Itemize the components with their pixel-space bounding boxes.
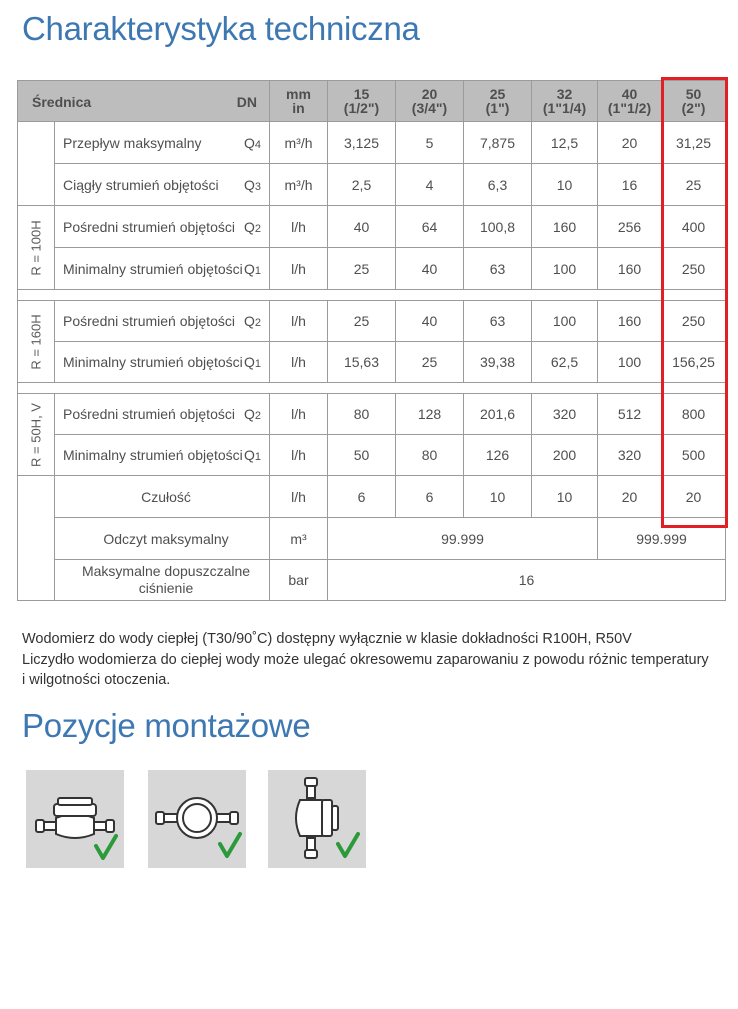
table-cell: 200 bbox=[532, 435, 598, 476]
table-cell: 12,5 bbox=[532, 122, 598, 164]
table-cell: 15,63 bbox=[328, 342, 396, 383]
table-row bbox=[18, 206, 726, 248]
page-title: Charakterystyka techniczna bbox=[22, 10, 420, 47]
table-cell bbox=[55, 394, 270, 435]
table-cell: 40 bbox=[396, 301, 464, 342]
cell-text bbox=[244, 313, 261, 329]
cell-text bbox=[244, 261, 261, 277]
table-cell: 20 bbox=[598, 476, 662, 518]
table-row bbox=[18, 518, 726, 560]
table-cell: 160 bbox=[532, 206, 598, 248]
table-row bbox=[18, 394, 726, 435]
table-cell: 50 bbox=[328, 435, 396, 476]
table-cell bbox=[55, 435, 270, 476]
table-cell: l/h bbox=[270, 206, 328, 248]
size-header bbox=[532, 81, 598, 122]
table-cell: 156,25 bbox=[662, 342, 726, 383]
diameter-header bbox=[18, 81, 270, 122]
cell-text: Minimalny strumień objętości bbox=[63, 260, 243, 277]
group-cell-empty bbox=[18, 476, 55, 601]
table-row bbox=[18, 301, 726, 342]
mounting-title: Pozycje montażowe bbox=[22, 707, 311, 744]
table-row bbox=[18, 164, 726, 206]
table-cell: 80 bbox=[396, 435, 464, 476]
table-cell bbox=[18, 383, 726, 394]
table-cell: 128 bbox=[396, 394, 464, 435]
table-cell: 100 bbox=[598, 342, 662, 383]
size-header bbox=[464, 81, 532, 122]
table-cell: m³ bbox=[270, 518, 328, 560]
table-cell: 320 bbox=[598, 435, 662, 476]
cell-text: Pośredni strumień objętości bbox=[63, 406, 235, 422]
cell-text: 2 bbox=[254, 317, 261, 329]
note-text: Wodomierz do wody ciepłej (T30/90˚C) dostępny wyłącznie w klasie dokładności R100H, R50V Liczydło wodomierza do ciepłej wody może ulegać okresowemu zaparowaniu z powodu różnic temperatury i wilgotności otoczenia. bbox=[22, 631, 709, 688]
table-cell: 100 bbox=[532, 301, 598, 342]
cell-text: Ciągły strumień objętości bbox=[63, 176, 219, 193]
table-row bbox=[18, 435, 726, 476]
cell-text: (3/4") bbox=[411, 100, 448, 116]
cell-text: R = 100H bbox=[28, 219, 44, 276]
table-cell: 20 bbox=[662, 476, 726, 518]
cell-text bbox=[244, 219, 261, 235]
table-cell bbox=[55, 206, 270, 248]
table-cell: 63 bbox=[464, 301, 532, 342]
table-cell: 100 bbox=[532, 248, 598, 290]
table-cell: 64 bbox=[396, 206, 464, 248]
table-cell: 10 bbox=[532, 164, 598, 206]
table-cell: 10 bbox=[464, 476, 532, 518]
cell-text: 25 bbox=[489, 86, 506, 102]
cell-text: Q bbox=[243, 176, 255, 193]
group-label-r160h bbox=[18, 301, 55, 383]
horizontal-meter-icon bbox=[26, 770, 124, 868]
table-cell: 40 bbox=[396, 248, 464, 290]
table-cell: 7,875 bbox=[464, 122, 532, 164]
table-cell: l/h bbox=[270, 476, 328, 518]
table-cell: 256 bbox=[598, 206, 662, 248]
table-cell: m³/h bbox=[270, 164, 328, 206]
table-cell bbox=[55, 342, 270, 383]
table-cell: 99.999 bbox=[328, 518, 598, 560]
table-row bbox=[18, 476, 726, 518]
table-cell: 500 bbox=[662, 435, 726, 476]
table-cell: Odczyt maksymalny bbox=[55, 518, 270, 560]
size-header bbox=[662, 81, 726, 122]
table-cell: 2,5 bbox=[328, 164, 396, 206]
cell-text: Q bbox=[243, 260, 255, 277]
cell-text: 1 bbox=[254, 451, 261, 463]
cell-text: (1") bbox=[485, 100, 510, 116]
table-cell: 512 bbox=[598, 394, 662, 435]
table-cell: 80 bbox=[328, 394, 396, 435]
cell-text: 2 bbox=[254, 410, 261, 422]
table-cell: 100,8 bbox=[464, 206, 532, 248]
table-cell: 320 bbox=[532, 394, 598, 435]
table-cell: l/h bbox=[270, 301, 328, 342]
table-cell: 25 bbox=[328, 301, 396, 342]
table-cell: 4 bbox=[396, 164, 464, 206]
table-cell: 126 bbox=[464, 435, 532, 476]
cell-text: (1"1/2) bbox=[607, 100, 652, 116]
cell-text: mm bbox=[286, 86, 311, 102]
table-row bbox=[18, 560, 726, 601]
cell-text bbox=[244, 354, 261, 370]
cell-text bbox=[244, 177, 261, 193]
cell-text: 40 bbox=[621, 86, 638, 102]
table-cell: 5 bbox=[396, 122, 464, 164]
table-cell: bar bbox=[270, 560, 328, 601]
table-cell: 160 bbox=[598, 248, 662, 290]
table-cell: Maksymalne dopuszczalne ciśnienie bbox=[55, 560, 270, 601]
cell-text: in bbox=[292, 100, 305, 116]
cell-text: (1/2") bbox=[343, 100, 380, 116]
table-cell: 6,3 bbox=[464, 164, 532, 206]
table-cell: 250 bbox=[662, 248, 726, 290]
table-cell: 400 bbox=[662, 206, 726, 248]
size-header bbox=[396, 81, 464, 122]
table-cell: 201,6 bbox=[464, 394, 532, 435]
cell-text: Minimalny strumień objętości bbox=[63, 447, 243, 463]
table-cell: 63 bbox=[464, 248, 532, 290]
table-cell: 25 bbox=[396, 342, 464, 383]
dn-label: DN bbox=[236, 94, 257, 110]
table-cell: 999.999 bbox=[598, 518, 726, 560]
table-cell: 62,5 bbox=[532, 342, 598, 383]
unit-header bbox=[270, 81, 328, 122]
group-cell-empty bbox=[18, 122, 55, 206]
cell-text: Pośredni strumień objętości bbox=[63, 313, 235, 329]
table-cell: 39,38 bbox=[464, 342, 532, 383]
table-header-row bbox=[18, 81, 726, 122]
cell-text: Q bbox=[243, 313, 255, 329]
table-cell: 250 bbox=[662, 301, 726, 342]
cell-text: Q bbox=[243, 218, 255, 235]
table-row bbox=[18, 248, 726, 290]
cell-text: 4 bbox=[254, 138, 261, 151]
table-cell: 20 bbox=[598, 122, 662, 164]
cell-text bbox=[244, 447, 261, 463]
table-cell bbox=[55, 301, 270, 342]
table-cell: 10 bbox=[532, 476, 598, 518]
cell-text: Pośredni strumień objętości bbox=[63, 218, 235, 235]
table-cell: 16 bbox=[598, 164, 662, 206]
cell-text: Przepływ maksymalny bbox=[63, 134, 202, 151]
table-cell: 3,125 bbox=[328, 122, 396, 164]
cell-text: R = 50H, V bbox=[28, 402, 44, 467]
table-cell: 25 bbox=[328, 248, 396, 290]
group-separator bbox=[18, 383, 726, 394]
size-header bbox=[328, 81, 396, 122]
vertical-pipe-meter-icon bbox=[268, 770, 366, 868]
spec-table bbox=[17, 80, 726, 601]
cell-text: Q bbox=[243, 447, 255, 463]
table-cell bbox=[18, 290, 726, 301]
table-row bbox=[18, 122, 726, 164]
group-label-r50hv bbox=[18, 394, 55, 476]
cell-text: 1 bbox=[254, 264, 261, 277]
cell-text: Minimalny strumień objętości bbox=[63, 354, 243, 370]
table-cell: 800 bbox=[662, 394, 726, 435]
table-cell: 25 bbox=[662, 164, 726, 206]
cell-text: 32 bbox=[556, 86, 573, 102]
cell-text: 50 bbox=[685, 86, 702, 102]
table-row bbox=[18, 342, 726, 383]
table-cell: 6 bbox=[396, 476, 464, 518]
cell-text bbox=[244, 406, 261, 422]
table-cell: Czułość bbox=[55, 476, 270, 518]
cell-text: 1 bbox=[254, 358, 261, 370]
table-cell: 16 bbox=[328, 560, 726, 601]
group-separator bbox=[18, 290, 726, 301]
cell-text: 3 bbox=[254, 180, 261, 193]
vertical-face-meter-icon bbox=[148, 770, 246, 868]
cell-text: (2") bbox=[681, 100, 706, 116]
group-label-r100h bbox=[18, 206, 55, 290]
table-cell: l/h bbox=[270, 394, 328, 435]
table-cell: l/h bbox=[270, 248, 328, 290]
table-cell: l/h bbox=[270, 435, 328, 476]
cell-text: Q bbox=[243, 354, 255, 370]
cell-text: Q bbox=[243, 406, 255, 422]
cell-text: 2 bbox=[254, 222, 261, 235]
table-cell: 40 bbox=[328, 206, 396, 248]
cell-text: 15 bbox=[353, 86, 370, 102]
cell-text: 20 bbox=[421, 86, 438, 102]
table-cell bbox=[55, 248, 270, 290]
cell-text: (1"1/4) bbox=[542, 100, 587, 116]
table-cell bbox=[55, 122, 270, 164]
table-cell: 6 bbox=[328, 476, 396, 518]
cell-text bbox=[244, 135, 261, 151]
table-cell: m³/h bbox=[270, 122, 328, 164]
cell-text: R = 160H bbox=[28, 313, 44, 370]
diameter-label: Średnica bbox=[32, 94, 92, 110]
cell-text: Q bbox=[243, 134, 255, 151]
table-cell: 31,25 bbox=[662, 122, 726, 164]
size-header bbox=[598, 81, 662, 122]
table-cell: 160 bbox=[598, 301, 662, 342]
table-cell bbox=[55, 164, 270, 206]
table-cell: l/h bbox=[270, 342, 328, 383]
